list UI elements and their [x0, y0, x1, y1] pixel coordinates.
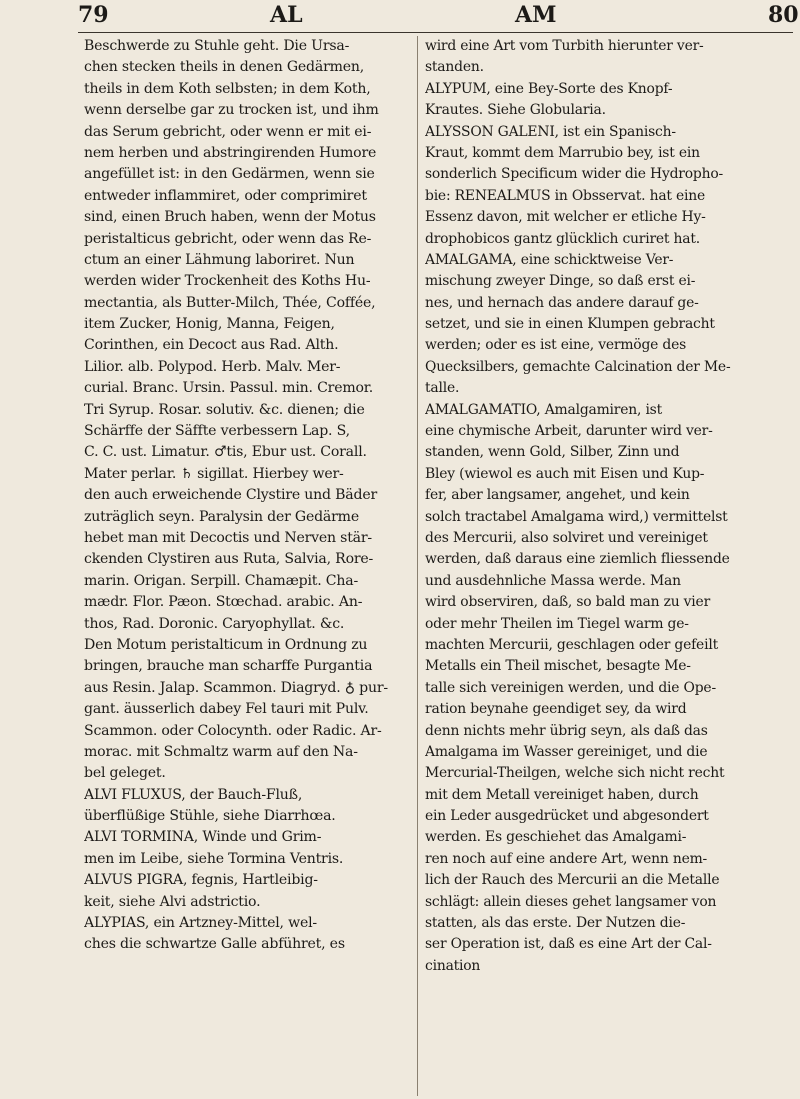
text-line: nem herben und abstringirenden Humore [84, 144, 377, 161]
text-line: Schärffe der Säffte verbessern Lap. S, [84, 423, 350, 440]
text-line: theils in dem Koth selbsten; in dem Koth, [84, 80, 371, 97]
text-line: werden; oder es ist eine, vermöge des [425, 337, 687, 354]
running-head-right: AM [515, 2, 557, 28]
text-line: nes, und hernach das andere darauf ge- [425, 294, 699, 311]
text-line: Kraut, kommt dem Marrubio bey, ist ein [425, 144, 700, 161]
text-line: Tri Syrup. Rosar. solutiv. &c. dienen; die [84, 401, 365, 418]
text-line: ein Leder ausgedrücket und abgesondert [425, 808, 709, 825]
text-line: morac. mit Schmaltz warm auf den Na- [84, 743, 358, 760]
text-line: mædr. Flor. Pæon. Stœchad. arabic. An- [84, 594, 363, 611]
text-line: werden, daß daraus eine ziemlich fliessende [425, 551, 730, 568]
text-line: curial. Branc. Ursin. Passul. min. Cremor. [84, 380, 374, 397]
text-line: peristalticus gebricht, oder wenn das Re- [84, 230, 372, 247]
text-line: talle. [425, 380, 460, 397]
text-line: ALVUS PIGRA, fegnis, Hartleibig- [84, 872, 318, 889]
text-line: ALVI TORMINA, Winde und Grim- [84, 829, 322, 846]
text-line: sind, einen Bruch haben, wenn der Motus [84, 209, 376, 226]
text-line: des Mercurii, also solviret und vereiniget [425, 529, 708, 546]
text-line: bringen, brauche man scharffe Purgantia [84, 658, 373, 675]
text-line: ALYPIAS, ein Artzney-Mittel, wel- [84, 915, 317, 932]
text-line: Corinthen, ein Decoct aus Rad. Alth. [84, 337, 339, 354]
text-line: chen stecken theils in denen Gedärmen, [84, 59, 365, 76]
text-line: wird eine Art vom Turbith hierunter ver- [425, 38, 704, 54]
text-line: ctum an einer Lähmung laboriret. Nun [84, 251, 355, 268]
text-line: hebet man mit Decoctis und Nerven stär- [84, 529, 372, 546]
text-line: Amalgama im Wasser gereiniget, und die [425, 743, 708, 760]
text-line: sonderlich Specificum wider die Hydropho- [425, 166, 723, 183]
text-line: setzet, und sie in einen Klumpen gebracht [425, 316, 715, 333]
text-line: Mater perlar. ♄ sigillat. Hierbey wer- [84, 465, 344, 482]
text-line: AMALGAMA, eine schicktweise Ver- [425, 251, 674, 268]
text-line: machten Mercurii, geschlagen oder gefeilt [425, 636, 718, 653]
text-line: Scammon. oder Colocynth. oder Radic. Ar- [84, 722, 382, 739]
text-line: Lilior. alb. Polypod. Herb. Malv. Mer- [84, 358, 341, 375]
text-line: schlägt: allein dieses gehet langsamer von [425, 893, 717, 910]
text-line: drophobicos gantz glücklich curiret hat. [425, 230, 700, 247]
text-line: Essenz davon, mit welcher er etliche Hy- [425, 209, 706, 226]
text-line: wenn derselbe gar zu trocken ist, und ihm [84, 102, 379, 119]
right-column [425, 36, 749, 1096]
text-line: fer, aber langsamer, angehet, und kein [425, 487, 690, 504]
text-line: eine chymische Arbeit, darunter wird ver- [425, 423, 713, 440]
text-line: ration beynahe geendiget sey, da wird [425, 701, 687, 718]
text-line: ren noch auf eine andere Art, wenn nem- [425, 850, 708, 867]
page-number-left: 79 [78, 2, 109, 28]
text-line: Quecksilbers, gemachte Calcination der Me- [425, 358, 731, 375]
text-line: Den Motum peristalticum in Ordnung zu [84, 636, 368, 653]
page-number-right: 80 [768, 2, 799, 28]
text-line: Beschwerde zu Stuhle geht. Die Ursa- [84, 38, 350, 54]
text-line: ckenden Clystiren aus Ruta, Salvia, Rore- [84, 551, 374, 568]
text-line: zuträglich seyn. Paralysin der Gedärme [84, 508, 359, 525]
text-line: überflüßige Stühle, siehe Diarrhœa. [84, 808, 336, 825]
text-line: solch tractabel Amalgama wird,) vermittelst [425, 508, 728, 525]
text-line: gant. äusserlich dabey Fel tauri mit Pulv. [84, 701, 369, 718]
text-line: ches die schwartze Galle abführet, es [84, 936, 345, 953]
text-line: angefüllet ist: in den Gedärmen, wenn sie [84, 166, 375, 183]
text-line: marin. Origan. Serpill. Chamæpit. Cha- [84, 572, 358, 589]
text-line: Krautes. Siehe Globularia. [425, 102, 606, 119]
text-line: thos, Rad. Doronic. Caryophyllat. &c. [84, 615, 345, 632]
text-line: das Serum gebricht, oder wenn er mit ei- [84, 123, 372, 140]
text-line: ALYSSON GALENI, ist ein Spanisch- [425, 123, 676, 140]
header-rule [78, 32, 793, 33]
text-line: Metalls ein Theil mischet, besagte Me- [425, 658, 691, 675]
text-line: mit dem Metall vereiniget haben, durch [425, 786, 699, 803]
text-line: mischung zweyer Dinge, so daß erst ei- [425, 273, 696, 290]
text-line: item Zucker, Honig, Manna, Feigen, [84, 316, 335, 333]
text-line: mectantia, als Butter-Milch, Thée, Coffée, [84, 294, 376, 311]
text-line: standen, wenn Gold, Silber, Zinn und [425, 444, 680, 461]
text-line: bie: RENEALMUS in Obsservat. hat eine [425, 187, 706, 204]
text-line: werden. Es geschiehet das Amalgami- [425, 829, 687, 846]
text-line: und ausdehnliche Massa werde. Man [425, 572, 681, 589]
text-line: cination [425, 957, 481, 974]
text-line: lich der Rauch des Mercurii an die Metalle [425, 872, 720, 889]
text-line: aus Resin. Jalap. Scammon. Diagryd. ♁ pur- [84, 679, 388, 696]
text-line: entweder inflammiret, oder comprimiret [84, 187, 367, 204]
text-line: statten, als das erste. Der Nutzen die- [425, 915, 686, 932]
left-column [84, 36, 408, 1096]
running-head-left: AL [270, 2, 303, 28]
column-divider [417, 36, 418, 1096]
text-line: denn nichts mehr übrig seyn, als daß das [425, 722, 708, 739]
text-line: ALVI FLUXUS, der Bauch-Fluß, [84, 786, 303, 803]
page-header [0, 0, 800, 32]
text-line: AMALGAMATIO, Amalgamiren, ist [425, 401, 662, 418]
text-line: Bley (wiewol es auch mit Eisen und Kup- [425, 465, 705, 482]
text-line: C. C. ust. Limatur. ♂tis, Ebur ust. Corall. [84, 444, 367, 461]
text-line: men im Leibe, siehe Tormina Ventris. [84, 850, 344, 867]
text-line: Mercurial-Theilgen, welche sich nicht recht [425, 765, 725, 782]
text-line: wird observiren, daß, so bald man zu vier [425, 594, 711, 611]
text-line: ser Operation ist, daß es eine Art der Cal- [425, 936, 712, 953]
text-line: den auch erweichende Clystire und Bäder [84, 487, 377, 504]
text-line: bel geleget. [84, 765, 166, 782]
text-line: ALYPUM, eine Bey-Sorte des Knopf- [425, 80, 673, 97]
text-line: oder mehr Theilen im Tiegel warm ge- [425, 615, 689, 632]
text-line: talle sich vereinigen werden, und die Ope- [425, 679, 716, 696]
text-line: standen. [425, 59, 484, 76]
text-line: werden wider Trockenheit des Koths Hu- [84, 273, 371, 290]
text-line: keit, siehe Alvi adstrictio. [84, 893, 261, 910]
